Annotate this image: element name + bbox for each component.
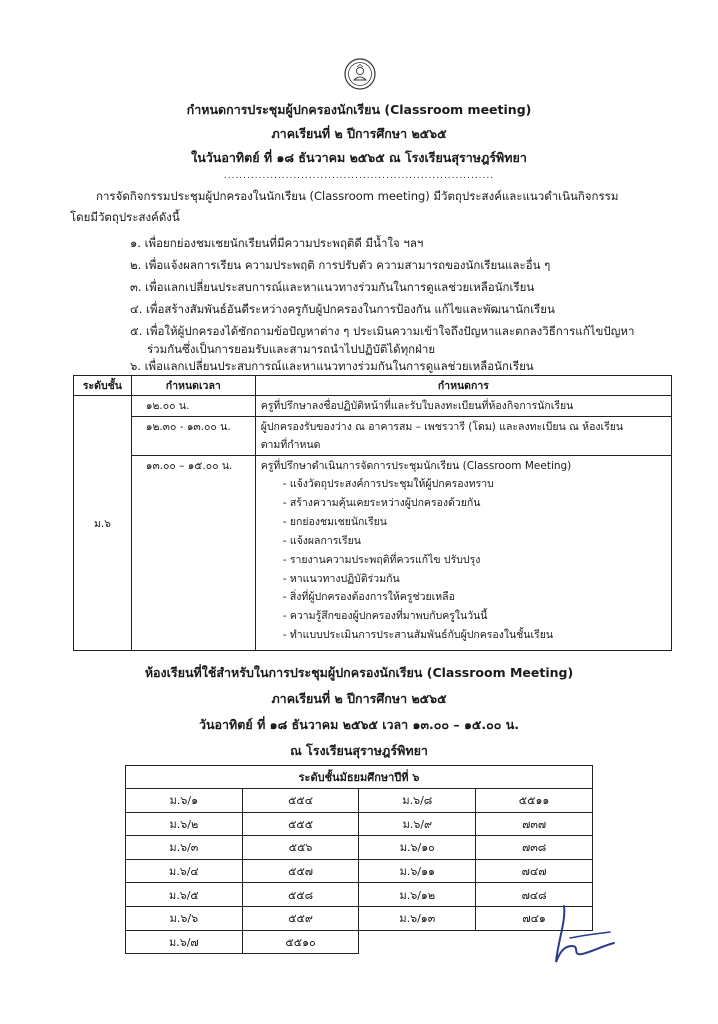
room-cell: ๕๕๑๑ [476, 789, 593, 813]
objective-6: ๖. เพื่อแลกเปลี่ยนประสบการณ์และหาแนวทางร่วมกันในการดูแลช่วยเหลือนักเรียน [130, 359, 534, 373]
room-cell: ๕๕๗ [242, 859, 359, 883]
table-row [126, 906, 593, 930]
class-cell: ม.๖/๑๐ [359, 836, 476, 860]
room-cell: ๕๕๙ [242, 906, 359, 930]
class-cell: ม.๖/๓ [126, 836, 243, 860]
school-seal-icon [344, 58, 376, 90]
class-cell: ม.๖/๑๓ [359, 906, 476, 930]
class-cell: ม.๖/๑๒ [359, 883, 476, 907]
class-cell: ม.๖/๗ [126, 930, 243, 954]
agenda-item: - สร้างความคุ้นเคยระหว่างผู้ปกครองด้วยกัน [283, 494, 666, 513]
document-term: ภาคเรียนที่ ๒ ปีการศึกษา ๒๕๖๕ [271, 126, 447, 141]
column-header-level: ระดับชั้น [74, 376, 132, 396]
class-cell: ม.๖/๘ [359, 789, 476, 813]
room-cell: ๗๓๗ [476, 812, 593, 836]
room-cell: ๕๕๘ [242, 883, 359, 907]
activity-cell [255, 417, 671, 456]
schedule-row [74, 396, 672, 417]
room-cell: ๗๔๑ [476, 906, 593, 930]
agenda-item: - แจ้งผลการเรียน [283, 532, 666, 551]
table-row [126, 836, 593, 860]
room-cell: ๗๔๗ [476, 859, 593, 883]
room-cell: ๗๔๘ [476, 883, 593, 907]
agenda-item: - ทำแบบประเมินการประสานสัมพันธ์กับผู้ปกครองในชั้นเรียน [283, 626, 666, 645]
class-cell: ม.๖/๒ [126, 812, 243, 836]
intro-line-2: โดยมีวัตถุประสงค์ดังนี้ [70, 210, 180, 224]
table-row [126, 859, 593, 883]
schedule-header-row [74, 376, 672, 396]
rooms-term: ภาคเรียนที่ ๒ ปีการศึกษา ๒๕๖๕ [271, 691, 447, 706]
time-cell: ๑๒.๐๐ น. [131, 396, 255, 417]
time-cell: ๑๒.๓๐ - ๑๓.๐๐ น. [131, 417, 255, 456]
objective-5: ๕. เพื่อให้ผู้ปกครองได้ซักถามข้อปัญหาต่าง ๆ ประเมินความเข้าใจถึงปัญหาและตกลงวิธีการแก้ไขปัญหา [130, 324, 635, 338]
activity-cell [255, 456, 671, 651]
agenda-item: - หาแนวทางปฏิบัติร่วมกัน [283, 570, 666, 589]
schedule-table [73, 375, 672, 651]
class-cell: ม.๖/๙ [359, 812, 476, 836]
table-row [126, 930, 593, 954]
table-row [126, 883, 593, 907]
room-cell: ๕๕๔ [242, 789, 359, 813]
agenda-list [261, 475, 666, 645]
activity-text: ผู้ปกครองรับของว่าง ณ อาคารสม – เพชรวารี (โดม) และลงทะเบียน ณ ห้องเรียน [260, 421, 624, 433]
schedule-row [74, 456, 672, 651]
objective-1: ๑. เพื่อยกย่องชมเชยนักเรียนที่มีความประพฤติดี มีน้ำใจ ฯลฯ [130, 236, 424, 250]
intro-line-1: การจัดกิจกรรมประชุมผู้ปกครองในนักเรียน (Classroom meeting) มีวัตถุประสงค์และแนวดำเนินกิจกรรม [96, 189, 619, 203]
agenda-item: - ยกย่องชมเชยนักเรียน [283, 513, 666, 532]
table-row [126, 812, 593, 836]
dotted-separator: ...................................................................... [223, 171, 495, 181]
column-header-time: กำหนดเวลา [131, 376, 255, 396]
signature-icon [550, 896, 620, 976]
schedule-row [74, 417, 672, 456]
empty-cell [359, 930, 476, 954]
table-row [126, 789, 593, 813]
rooms-place: ณ โรงเรียนสุราษฎร์พิทยา [290, 743, 428, 758]
time-cell: ๑๓.๐๐ – ๑๕.๐๐ น. [131, 456, 255, 651]
agenda-item: - รายงานความประพฤติที่ควรแก้ไข ปรับปรุง [283, 551, 666, 570]
activity-text: ตามที่กำหนด [260, 439, 321, 451]
class-cell: ม.๖/๕ [126, 883, 243, 907]
rooms-table [125, 765, 593, 954]
grade-level-cell: ม.๖ [74, 396, 132, 651]
room-cell: ๗๓๘ [476, 836, 593, 860]
objective-3: ๓. เพื่อแลกเปลี่ยนประสบการณ์และหาแนวทางร่วมกันในการดูแลช่วยเหลือนักเรียน [130, 280, 535, 294]
intro-paragraph [70, 186, 676, 228]
rooms-caption-row [126, 766, 593, 789]
activity-text: ครูที่ปรึกษาดำเนินการจัดการประชุมนักเรียน (Classroom Meeting) [260, 460, 572, 472]
objective-5-continued: ร่วมกันซึ่งเป็นการยอมรับและสามารถนำไปปฏิบัติได้ทุกฝ่าย [147, 342, 436, 356]
rooms-caption: ระดับชั้นมัธยมศึกษาปีที่ ๖ [126, 766, 593, 789]
rooms-date: วันอาทิตย์ ที่ ๑๘ ธันวาคม ๒๕๖๕ เวลา ๑๓.๐๐ – ๑๕.๐๐ น. [198, 717, 520, 732]
column-header-activity: กำหนดการ [255, 376, 671, 396]
objective-4: ๔. เพื่อสร้างสัมพันธ์อันดีระหว่างครูกับผู้ปกครองในการป้องกัน แก้ไขและพัฒนานักเรียน [130, 302, 555, 316]
class-cell: ม.๖/๑๑ [359, 859, 476, 883]
objective-2: ๒. เพื่อแจ้งผลการเรียน ความประพฤติ การปรับตัว ความสามารถของนักเรียนและอื่น ๆ [130, 258, 551, 272]
activity-cell: ครูที่ปรึกษาลงชื่อปฏิบัติหน้าที่และรับใบลงทะเบียนที่ห้องกิจการนักเรียน [255, 396, 671, 417]
rooms-title: ห้องเรียนที่ใช้สำหรับในการประชุมผู้ปกครองนักเรียน (Classroom Meeting) [144, 665, 574, 680]
room-cell: ๕๕๖ [242, 836, 359, 860]
agenda-item: - สิ่งที่ผู้ปกครองต้องการให้ครูช่วยเหลือ [283, 588, 666, 607]
agenda-item: - ความรู้สึกของผู้ปกครองที่มาพบกับครูในวันนี้ [283, 607, 666, 626]
document-date: ในวันอาทิตย์ ที่ ๑๘ ธันวาคม ๒๕๖๕ ณ โรงเรียนสุราษฎร์พิทยา [191, 150, 527, 165]
class-cell: ม.๖/๔ [126, 859, 243, 883]
room-cell: ๕๕๑๐ [242, 930, 359, 954]
class-cell: ม.๖/๑ [126, 789, 243, 813]
class-cell: ม.๖/๖ [126, 906, 243, 930]
document-title: กำหนดการประชุมผู้ปกครองนักเรียน (Classroom meeting) [186, 102, 532, 117]
room-cell: ๕๕๕ [242, 812, 359, 836]
agenda-item: - แจ้งวัตถุประสงค์การประชุมให้ผู้ปกครองทราบ [283, 475, 666, 494]
